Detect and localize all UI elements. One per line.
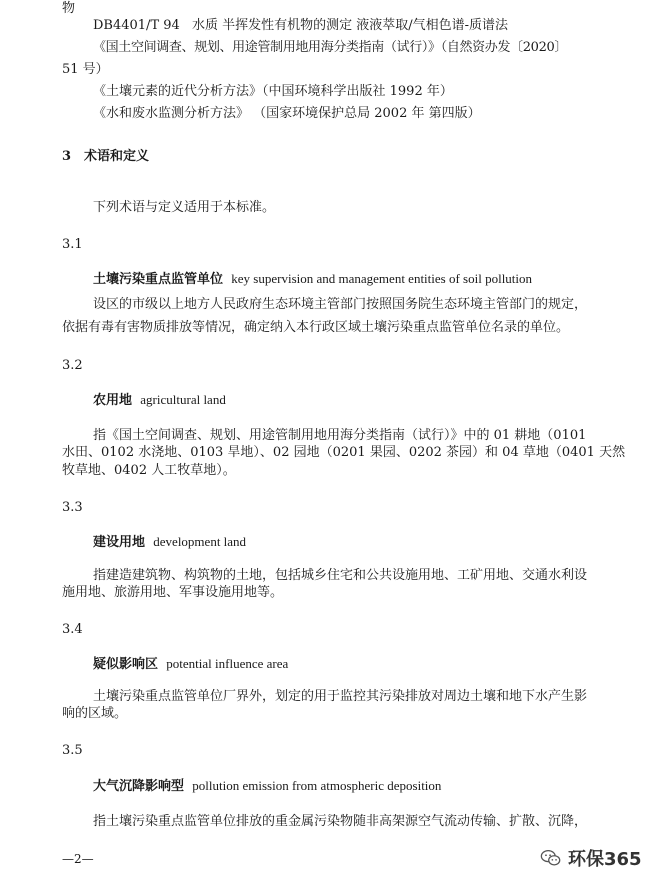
section-number: 3 bbox=[62, 149, 72, 164]
reference-soil-elements: 《土壤元素的近代分析方法》（中国环境科学出版社 1992 年） bbox=[93, 84, 453, 99]
term-definition-line: 水田、0102 水浇地、0103 旱地）、02 园地（0201 果园、0202 茶园）和 04 草地（0401 天然 bbox=[62, 445, 626, 460]
term-definition-line: 依据有毒有害物质排放等情况，确定纳入本行政区域土壤污染重点监管单位名录的单位。 bbox=[62, 320, 570, 335]
term-en: potential influence area bbox=[166, 656, 289, 671]
top-fragment: 物 bbox=[62, 1, 76, 16]
term-definition-line: 设区的市级以上地方人民政府生态环境主管部门按照国务院生态环境主管部门的规定， bbox=[93, 297, 588, 312]
term-en: development land bbox=[153, 534, 247, 549]
watermark-text: 环保365 bbox=[568, 849, 642, 870]
term-en: agricultural land bbox=[140, 392, 226, 407]
term-en: pollution emission from atmospheric deposition bbox=[192, 778, 442, 793]
term-en: key supervision and management entities of soil pollution bbox=[231, 271, 533, 286]
wechat-icon bbox=[540, 847, 562, 869]
term-cn: 大气沉降影响型 bbox=[93, 779, 185, 794]
term-heading bbox=[93, 270, 532, 289]
term-number: 3.1 bbox=[62, 237, 83, 252]
section-title: 术语和定义 bbox=[84, 149, 150, 164]
reference-water-monitoring: 《水和废水监测分析方法》 （国家环境保护总局 2002 年 第四版） bbox=[93, 106, 481, 121]
term-heading bbox=[93, 533, 246, 552]
term-number: 3.4 bbox=[62, 622, 83, 637]
term-definition-line: 土壤污染重点监管单位厂界外，划定的用于监控其污染排放对周边土壤和地下水产生影 bbox=[93, 689, 588, 704]
page-number: —2— bbox=[62, 852, 94, 866]
term-definition-line: 指土壤污染重点监管单位排放的重金属污染物随非高架源空气流动传输、扩散、沉降， bbox=[93, 814, 588, 829]
term-number: 3.3 bbox=[62, 500, 83, 515]
term-cn: 疑似影响区 bbox=[93, 657, 159, 672]
watermark bbox=[540, 845, 642, 871]
term-cn: 土壤污染重点监管单位 bbox=[93, 272, 224, 287]
reference-db4401-code: DB4401/T 94 bbox=[93, 18, 180, 33]
term-number: 3.2 bbox=[62, 358, 83, 373]
term-definition-line: 响的区域。 bbox=[62, 706, 128, 721]
section-intro: 下列术语与定义适用于本标准。 bbox=[93, 200, 276, 215]
term-heading bbox=[93, 391, 226, 410]
term-number: 3.5 bbox=[62, 743, 83, 758]
reference-db4401-title: 水质 半挥发性有机物的测定 液液萃取/气相色谱-质谱法 bbox=[192, 18, 509, 33]
term-definition-line: 施用地、旅游用地、军事设施用地等。 bbox=[62, 585, 284, 600]
term-heading bbox=[93, 777, 441, 796]
term-heading bbox=[93, 655, 288, 674]
reference-land-guide-line1: 《国土空间调查、规划、用途管制用地用海分类指南（试行）》（自然资办发〔2020〕 bbox=[93, 40, 568, 55]
term-definition-line: 指建造建筑物、构筑物的土地，包括城乡住宅和公共设施用地、工矿用地、交通水利设 bbox=[93, 568, 588, 583]
term-definition-line: 指《国土空间调查、规划、用途管制用地用海分类指南（试行）》中的 01 耕地（0101 bbox=[93, 428, 587, 443]
term-definition-line: 牧草地、0402 人工牧草地）。 bbox=[62, 463, 236, 478]
term-cn: 农用地 bbox=[93, 393, 133, 408]
term-cn: 建设用地 bbox=[93, 535, 146, 550]
reference-land-guide-line2: 51 号） bbox=[62, 62, 109, 77]
